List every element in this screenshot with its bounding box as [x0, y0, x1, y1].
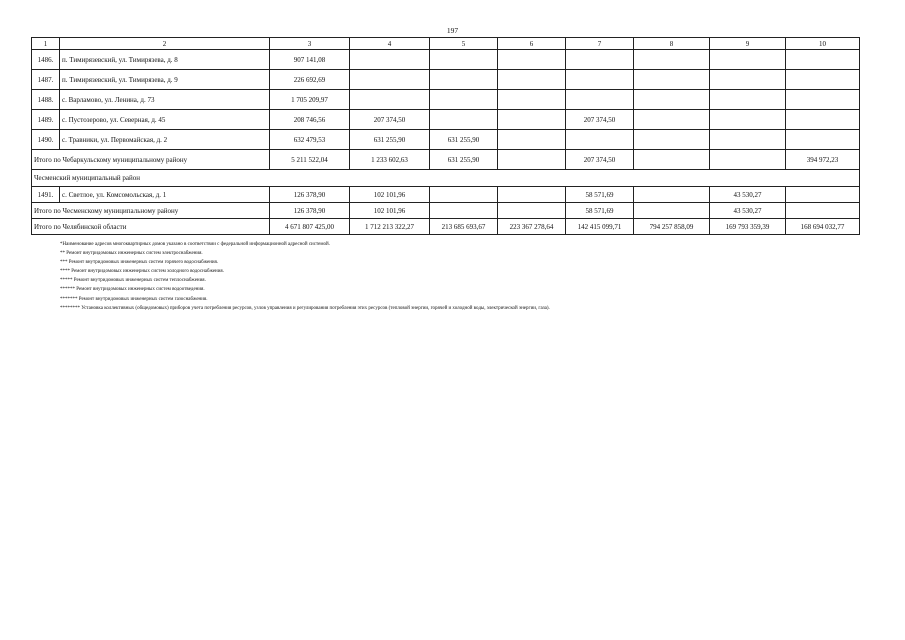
row-value: [710, 90, 786, 110]
row-value: [566, 50, 634, 70]
row-value: [634, 130, 710, 150]
row-value: [786, 130, 860, 150]
row-value: [634, 187, 710, 203]
section-row: [32, 170, 860, 187]
total-value: 142 415 099,71: [566, 219, 634, 235]
total-row: [32, 150, 860, 170]
row-number: 1487.: [32, 70, 60, 90]
column-header: 2: [60, 38, 270, 50]
footnote-line: *** Ремонт внутридомовых инженерных систем горячего водоснабжения.: [60, 260, 219, 266]
total-row: [32, 203, 860, 219]
header-row: [32, 38, 860, 50]
total-value: 207 374,50: [566, 150, 634, 170]
total-value: [786, 203, 860, 219]
column-header: 9: [710, 38, 786, 50]
row-value: 632 479,53: [270, 130, 350, 150]
row-value: [498, 110, 566, 130]
total-value: 223 367 278,64: [498, 219, 566, 235]
row-value: [786, 50, 860, 70]
row-value: 58 571,69: [566, 187, 634, 203]
total-label: Итого по Челябинской области: [32, 219, 270, 235]
total-value: 168 694 032,77: [786, 219, 860, 235]
row-value: [634, 110, 710, 130]
row-value: [350, 50, 430, 70]
row-value: [566, 70, 634, 90]
row-value: [350, 70, 430, 90]
row-value: [350, 90, 430, 110]
row-value: 207 374,50: [566, 110, 634, 130]
row-value: [498, 187, 566, 203]
total-value: 4 671 807 425,00: [270, 219, 350, 235]
total-value: 394 972,23: [786, 150, 860, 170]
footnote-line: *Наименование адресов многоквартирных домов указано в соответствии с федеральной информационной адресной системой.: [60, 242, 330, 247]
page-number: 197: [446, 26, 459, 35]
row-number: 1486.: [32, 50, 60, 70]
total-row: [32, 219, 860, 235]
row-address: с. Светлое, ул. Комсомольская, д. 1: [60, 187, 270, 203]
row-value: [634, 90, 710, 110]
table-row: [32, 130, 860, 150]
total-value: [498, 203, 566, 219]
row-value: 631 255,90: [430, 130, 498, 150]
total-label: Итого по Чебаркульскому муниципальному району: [32, 150, 270, 170]
total-value: [710, 150, 786, 170]
row-value: [430, 110, 498, 130]
row-value: [498, 50, 566, 70]
table-row: [32, 70, 860, 90]
row-number: 1491.: [32, 187, 60, 203]
total-value: 126 378,90: [270, 203, 350, 219]
row-value: [786, 110, 860, 130]
row-number: 1489.: [32, 110, 60, 130]
total-value: [430, 203, 498, 219]
column-header: 7: [566, 38, 634, 50]
table-row: [32, 50, 860, 70]
row-value: [634, 50, 710, 70]
row-value: [710, 70, 786, 90]
row-value: 208 746,56: [270, 110, 350, 130]
row-value: 207 374,50: [350, 110, 430, 130]
total-value: [498, 150, 566, 170]
row-value: [710, 130, 786, 150]
row-address: с. Травники, ул. Первомайская, д. 2: [60, 130, 270, 150]
row-value: 1 705 209,97: [270, 90, 350, 110]
row-number: 1488.: [32, 90, 60, 110]
row-value: [430, 90, 498, 110]
row-value: 102 101,96: [350, 187, 430, 203]
row-value: [498, 70, 566, 90]
column-header: 6: [498, 38, 566, 50]
table-row: [32, 90, 860, 110]
column-header: 5: [430, 38, 498, 50]
row-value: [430, 70, 498, 90]
row-value: [710, 50, 786, 70]
total-value: 43 530,27: [710, 203, 786, 219]
total-label: Итого по Чесменскому муниципальному району: [32, 203, 270, 219]
column-header: 8: [634, 38, 710, 50]
row-value: [786, 70, 860, 90]
row-value: 631 255,90: [350, 130, 430, 150]
footnote-line: ***** Ремонт внутридомовых инженерных систем теплоснабжения.: [60, 278, 206, 284]
table-row: [32, 110, 860, 130]
row-number: 1490.: [32, 130, 60, 150]
row-value: [566, 130, 634, 150]
total-value: 794 257 858,09: [634, 219, 710, 235]
footnotes: [60, 240, 550, 313]
total-value: 631 255,90: [430, 150, 498, 170]
row-value: [430, 187, 498, 203]
total-value: [634, 150, 710, 170]
row-value: 226 692,69: [270, 70, 350, 90]
row-value: [634, 70, 710, 90]
row-value: [566, 90, 634, 110]
row-address: с. Пустозерово, ул. Северная, д. 45: [60, 110, 270, 130]
row-value: [786, 90, 860, 110]
footnote-line: ****** Ремонт внутридомовых инженерных систем водоотведения.: [60, 287, 205, 293]
row-value: [430, 50, 498, 70]
column-header: 10: [786, 38, 860, 50]
total-value: [634, 203, 710, 219]
row-address: с. Варламово, ул. Ленина, д. 73: [60, 90, 270, 110]
total-value: 58 571,69: [566, 203, 634, 219]
total-value: 102 101,96: [350, 203, 430, 219]
total-value: 169 793 359,39: [710, 219, 786, 235]
total-value: 213 685 693,67: [430, 219, 498, 235]
total-value: 1 233 602,63: [350, 150, 430, 170]
total-value: 1 712 213 322,27: [350, 219, 430, 235]
section-label: Чесменский муниципальный район: [32, 170, 860, 187]
registry-table: [31, 37, 860, 235]
row-value: [498, 90, 566, 110]
footnote-line: **** Ремонт внутридомовых инженерных систем холодного водоснабжения.: [60, 269, 224, 275]
column-header: 4: [350, 38, 430, 50]
row-value: [498, 130, 566, 150]
row-address: п. Тимирязевский, ул. Тимирязева, д. 8: [60, 50, 270, 70]
row-value: [710, 110, 786, 130]
row-value: 126 378,90: [270, 187, 350, 203]
column-header: 3: [270, 38, 350, 50]
footnote-line: ******** Установка коллективных (общедомовых) приборов учета потребления ресурсов, узлов управления и регулирования потребления этих ресурсов (тепловой энергии, горячей и холодной воды, электрической энергии, газа).: [60, 305, 550, 311]
row-address: п. Тимирязевский, ул. Тимирязева, д. 9: [60, 70, 270, 90]
row-value: [786, 187, 860, 203]
total-value: 5 211 522,04: [270, 150, 350, 170]
table-row: [32, 187, 860, 203]
row-value: 43 530,27: [710, 187, 786, 203]
footnote-line: ** Ремонт внутридомовых инженерных систем электроснабжения.: [60, 251, 203, 257]
row-value: 907 141,08: [270, 50, 350, 70]
footnote-line: ******* Ремонт внутридомовых инженерных систем газоснабжения.: [60, 296, 208, 302]
column-header: 1: [32, 38, 60, 50]
